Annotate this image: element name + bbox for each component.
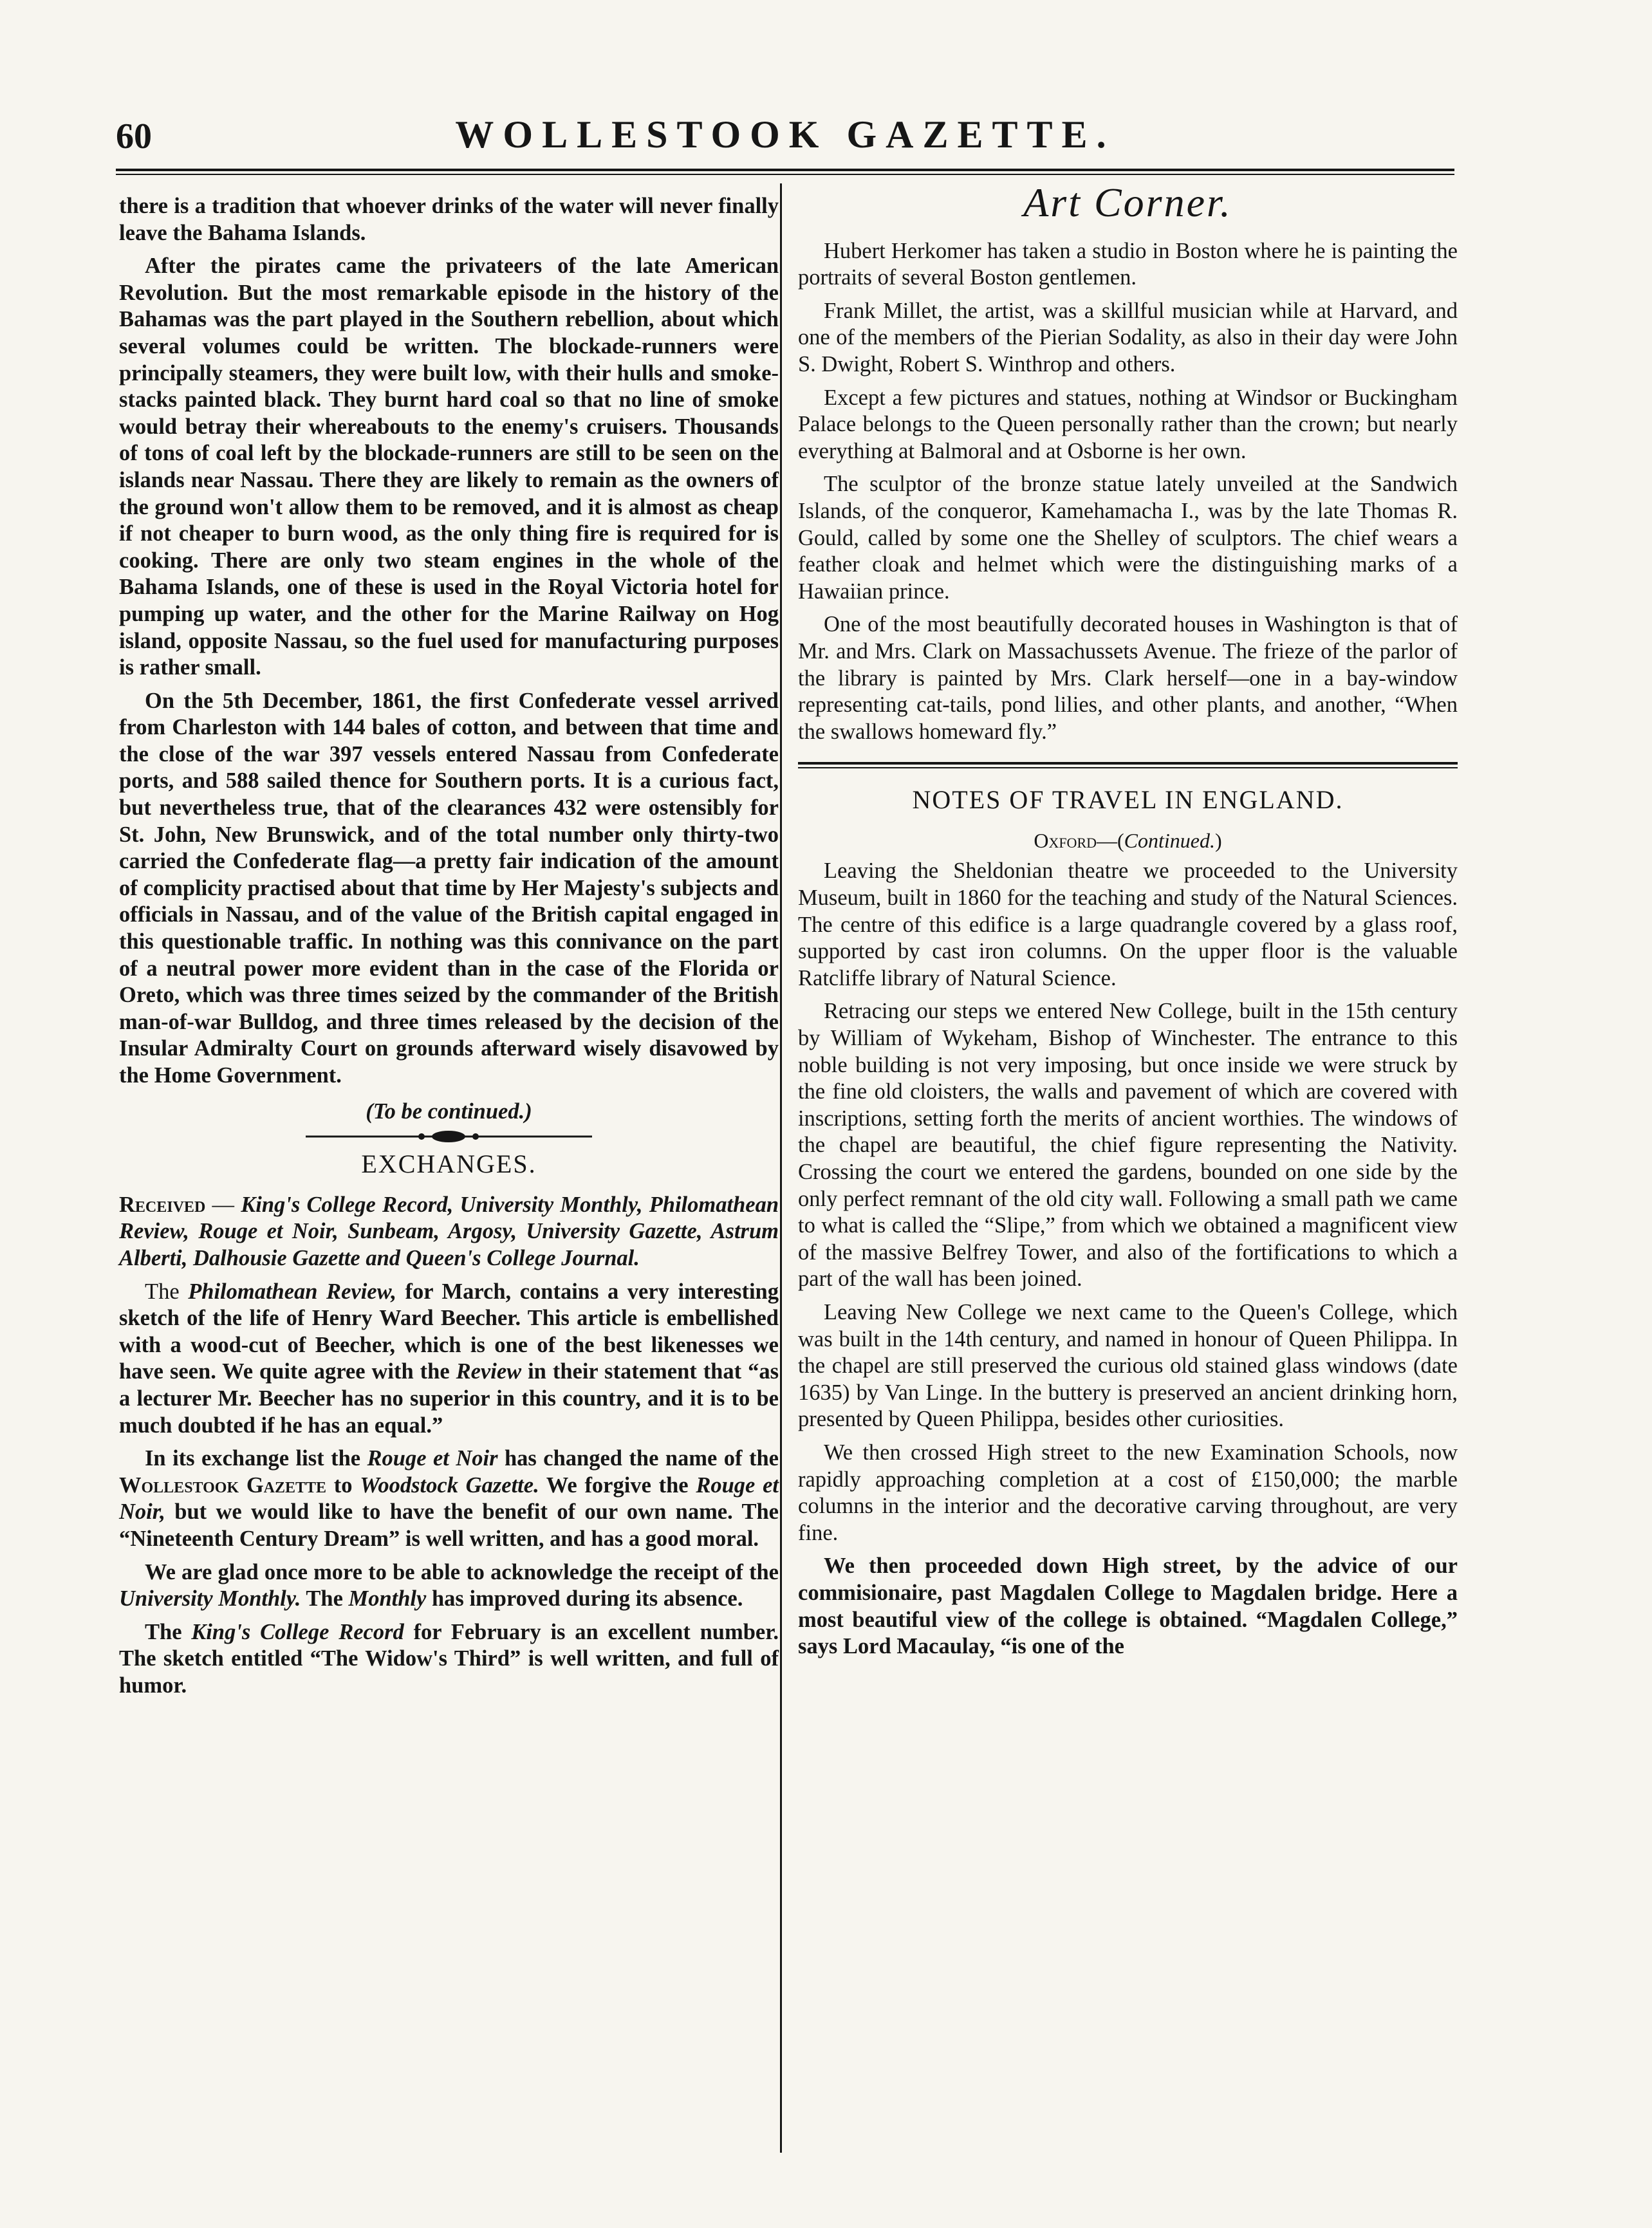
art-paragraph: Hubert Herkomer has taken a studio in Boston where he is painting the portraits of several Boston gentlemen. <box>798 238 1458 290</box>
header-rule <box>116 169 1454 175</box>
travel-paragraph: We then proceeded down High street, by the advice of our commisionaire, past Magdalen College to Magdalen bridge. Here a most beautiful view of the college is obtained. “Magdalen College,” says Lord Macaulay, “is one of the <box>798 1554 1458 1659</box>
left-column <box>119 193 779 1705</box>
received-label: Received <box>119 1192 206 1217</box>
publication-title: Monthly <box>348 1586 427 1611</box>
publication-title: Woodstock Gazette. <box>360 1472 539 1498</box>
page-number: 60 <box>116 116 152 156</box>
text-run: We forgive the <box>539 1472 696 1498</box>
article-paragraph: there is a tradition that whoever drinks of the water will never finally leave the Bahama Islands. <box>119 194 779 245</box>
received-paragraph <box>119 1192 779 1272</box>
art-paragraph: The sculptor of the bronze statue lately unveiled at the Sandwich Islands, of the conqueror, Kamehamacha I., was by the late Thomas R. Gould, called by some one the Shelley of sculptors. The chief wears a feather cloak and helmet which were the distinguishing marks of a Hawaiian prince. <box>798 472 1458 604</box>
text-run: ) <box>1215 828 1222 852</box>
text-run: in their statement that “as a lecturer Mr. Beecher has no superior in this country, and it is to be much doubted if he has an equal.” <box>119 1359 779 1438</box>
publication-title: King's College Record <box>191 1619 404 1644</box>
text-run: has changed the name of the <box>497 1446 779 1471</box>
text-run: Continued. <box>1124 828 1215 852</box>
travel-paragraph: Leaving New College we next came to the Queen's College, which was built in the 14th century, and named in honour of Queen Philippa. In the chapel are still preserved the curious old stained glass windows (date 1635) by Van Linge. In the buttery is preserved an ancient drinking horn, presented by Queen Philippa, besides other curiosities. <box>798 1299 1458 1432</box>
masthead-title: WOLLESTOOK GAZETTE. <box>455 113 1115 156</box>
text-run: The <box>145 1619 192 1644</box>
right-column <box>798 180 1458 1667</box>
art-corner-title: Art Corner. <box>1023 180 1232 225</box>
exchanges-heading: EXCHANGES. <box>361 1149 537 1179</box>
page-header <box>116 109 1454 167</box>
text-run: for February is an excellent number. The sketch entitled “The Widow's Third” is well written, and full of humor. <box>119 1619 779 1698</box>
publication-title: University Monthly. <box>119 1586 301 1611</box>
text-run: for March, contains a very interesting sketch of the life of Henry Ward Beecher. This article is embellished with a wood-cut of Beecher, which is one of the best likenesses we have seen. We quite agree with the <box>119 1279 779 1384</box>
notes-of-travel-heading: NOTES OF TRAVEL IN ENGLAND. <box>912 785 1344 815</box>
gazette-name: Wollestook Gazette <box>119 1472 327 1498</box>
text-run: to <box>326 1472 360 1498</box>
publication-title: Review <box>456 1359 522 1384</box>
section-rule <box>798 762 1458 768</box>
ornament-divider-icon <box>119 1129 779 1144</box>
art-paragraph: Frank Millet, the artist, was a skillful musician while at Harvard, and one of the members of the Pierian Sodality, as also in their day were John S. Dwight, Robert S. Winthrop and others. <box>798 298 1458 376</box>
exchange-paragraph <box>119 1619 779 1700</box>
text-run: Oxford—( <box>1034 828 1124 852</box>
text-run: The <box>145 1279 189 1304</box>
publication-title: Philomathean Review, <box>188 1279 396 1304</box>
travel-paragraph: Leaving the Sheldonian theatre we proceeded to the University Museum, built in 1860 for the teaching and study of the Natural Sciences. The centre of this edifice is a large quadrangle covered by a glass roof, supported by cast iron columns. On the upper floor is the valuable Ratcliffe library of Natural Science. <box>798 859 1458 990</box>
received-dash: — <box>205 1192 241 1217</box>
text-run: but we would like to have the benefit of our own name. The “Nineteenth Century Dream” is well written, and has a good moral. <box>119 1499 779 1551</box>
art-paragraph: Except a few pictures and statues, nothing at Windsor or Buckingham Palace belongs to the Queen personally rather than the crown; but nearly everything at Balmoral and at Osborne is her own. <box>798 385 1458 463</box>
exchange-paragraph <box>119 1559 779 1613</box>
text-run: We are glad once more to be able to acknowledge the receipt of the <box>145 1559 779 1584</box>
article-paragraph: After the pirates came the privateers of the late American Revolution. But the most remarkable episode in the history of the Bahamas was the part played in the Southern rebellion, about which several volumes could be written. The blockade-runners were principally steamers, they were built low, with their hulls and smoke-stacks painted black. They burnt hard coal so that no line of smoke would betray their whereabouts to the enemy's cruisers. Thousands of tons of coal left by the blockade-runners are still to be seen on the islands near Nassau. There they are likely to remain as the owners of the ground won't allow them to be removed, and it is almost as cheap if not cheaper to burn wood, as the only thing fire is required for is cooking. There are only two steam engines in the whole of the Bahama Islands, one of these is used in the Royal Victoria hotel for pumping up water, and the other for the Marine Railway on Hog island, opposite Nassau, so the fuel used for manufacturing purposes is rather small. <box>119 254 779 680</box>
publication-title: Rouge et Noir <box>367 1446 498 1471</box>
publication-title: Rouge et Noir, <box>119 1472 779 1525</box>
exchange-paragraph <box>119 1445 779 1552</box>
exchange-paragraph <box>119 1279 779 1440</box>
travel-paragraph: Retracing our steps we entered New College, built in the 15th century by William of Wykeham, Bishop of Winchester. The entrance to this noble building is not very imposing, but once inside we were struck by the fine old cloisters, the walls and pavement of which are covered with inscriptions, setting forth the merits of ancient worthies. The windows of the chapel are beautiful, the chief figure representing the Nativity. Crossing the court we entered the gardens, bounded on one side by the only perfect remnant of the old city wall. Following a small path we came to what is called the “Slipe,” from which we obtained a magnificent view of the massive Belfrey Tower, and also of the fortifications to which a part of the wall has been joined. <box>798 999 1458 1292</box>
art-paragraph: One of the most beautifully decorated houses in Washington is that of Mr. and Mrs. Clark on Massachussets Avenue. The frieze of the parlor of the library is painted by Mrs. Clark herself—one in a bay-window representing cat-tails, pond lilies, and other plants, and another, “When the swallows homeward fly.” <box>798 612 1458 744</box>
to-be-continued-note: (To be continued.) <box>366 1099 532 1124</box>
column-divider <box>780 183 782 2153</box>
text-run: The <box>301 1586 349 1611</box>
text-run: has improved during its absence. <box>426 1586 743 1611</box>
text-run: In its exchange list the <box>145 1446 367 1471</box>
travel-paragraph: We then crossed High street to the new Examination Schools, now rapidly approaching completion at a cost of £150,000; the marble columns in the interior and the decorative carving throughout, are very fine. <box>798 1440 1458 1545</box>
received-publications: King's College Record, University Monthly, Philomathean Review, Rouge et Noir, Sunbeam, Argosy, University Gazette, Astrum Alberti, Dalhousie Gazette and Queen's College Journal. <box>119 1192 779 1270</box>
article-paragraph: On the 5th December, 1861, the first Confederate vessel arrived from Charleston with 144 bales of cotton, and between that time and the close of the war 397 vessels entered Nassau from Confederate ports, and 588 sailed thence for Southern ports. It is a curious fact, but nevertheless true, that of the clearances 432 were ostensibly for St. John, New Brunswick, and of the total number only thirty-two carried the Confederate flag—a pretty fair indication of the amount of complicity practised about that time by Her Majesty's subjects and officials in Nassau, and of the value of the British capital engaged in this questionable traffic. In nothing was this connivance on the part of a neutral power more evident than in the case of the Florida or Oreto, which was three times seized by the commander of the British man-of-war Bulldog, and three times released by the decision of the Insular Admiralty Court on grounds afterward wisely disavowed by the Home Government. <box>119 688 779 1088</box>
notes-subheading <box>798 828 1458 855</box>
